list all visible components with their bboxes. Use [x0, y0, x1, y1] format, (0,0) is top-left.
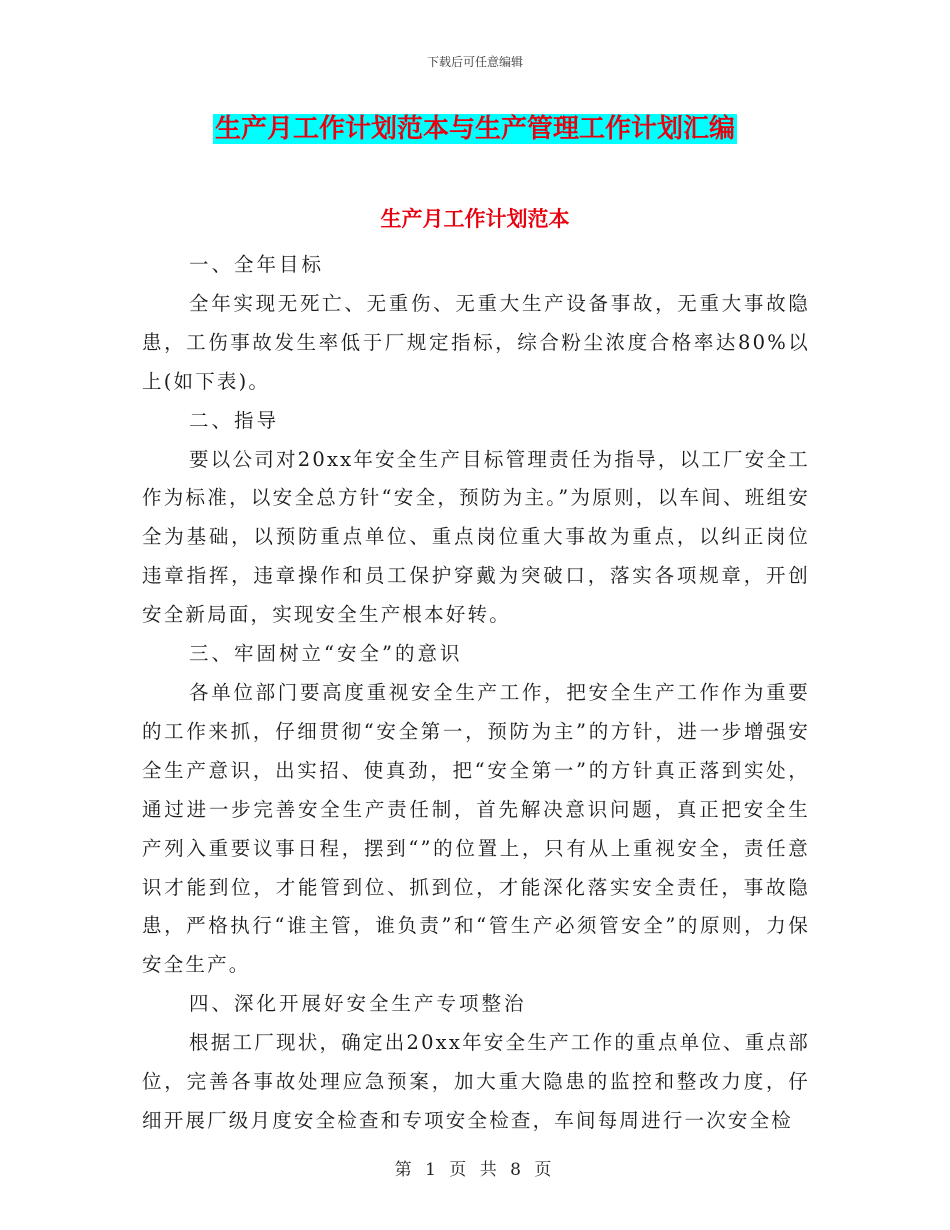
- section-title: 生产月工作计划范本: [380, 207, 570, 231]
- section-heading-2: 二、指导: [189, 408, 280, 432]
- section-heading-1: 一、全年目标: [189, 253, 325, 276]
- section-paragraph-4: 根据工厂现状，确定出20xx年安全生产工作的重点单位、重点部位，完善各事故处理应急预案，加大重大隐患的监控和整改力度，仔细开展厂级月度安全检查和专项安全检查，车间每周进行一次安全检: [142, 1031, 810, 1132]
- document-body: [142, 246, 810, 1141]
- page-header-note: 下载后可任意编辑: [426, 55, 523, 69]
- section-heading-4: 四、深化开展好安全生产专项整治: [189, 992, 527, 1016]
- section-paragraph-2: 要以公司对20xx年安全生产目标管理责任为指导，以工厂安全工作为标准，以安全总方针“安全，预防为主。”为原则，以车间、班组安全为基础，以预防重点单位、重点岗位重大事故为重点，以纠正岗位违章指挥，违章操作和员工保护穿戴为突破口，落实各项规章，开创安全新局面，实现安全生产根本好转。: [142, 447, 810, 627]
- main-title: 生产月工作计划范本与生产管理工作计划汇编: [214, 114, 735, 144]
- section-heading-3: 三、牢固树立“安全”的意识: [189, 642, 463, 666]
- page-number-footer: 第 1 页 共 8 页: [394, 1160, 556, 1180]
- section-paragraph-1: 全年实现无死亡、无重伤、无重大生产设备事故，无重大事故隐患，工伤事故发生率低于厂规定指标，综合粉尘浓度合格率达80%以上(如下表)。: [142, 291, 810, 393]
- section-paragraph-3: 各单位部门要高度重视安全生产工作，把安全生产工作作为重要的工作来抓，仔细贯彻“安全第一，预防为主”的方针，进一步增强安全生产意识，出实招、使真劲，把“安全第一”的方针真正落到实处，通过进一步完善安全生产责任制，首先解决意识问题，真正把安全生产列入重要议事日程，摆到“”的位置上，只有从上重视安全，责任意识才能到位，才能管到位、抓到位，才能深化落实安全责任，事故隐患，严格执行“谁主管，谁负责”和“管生产必须管安全”的原则，力保安全生产。: [142, 680, 810, 977]
- main-title-container: [0, 114, 950, 144]
